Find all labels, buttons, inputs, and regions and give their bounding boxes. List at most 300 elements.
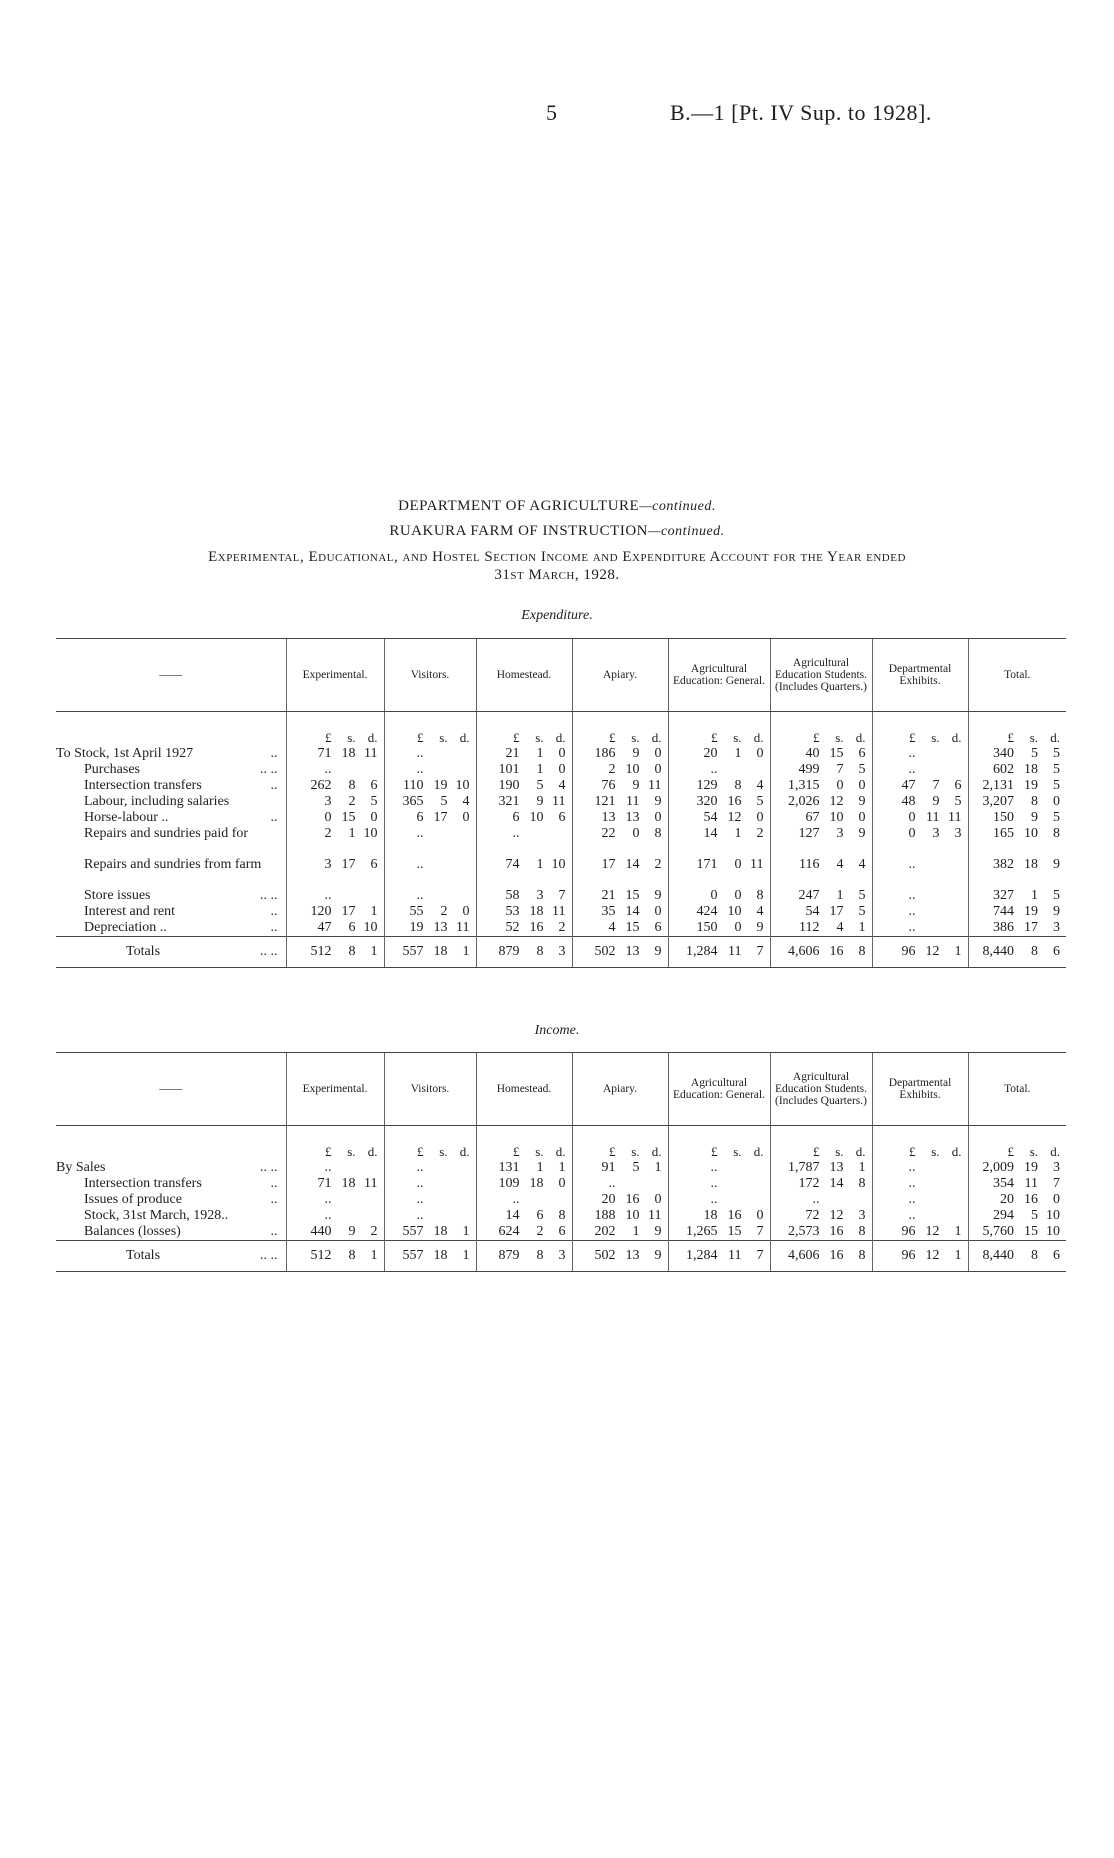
pounds-value: 440	[310, 1224, 332, 1239]
pence-value: 8	[558, 1208, 566, 1223]
shillings-value: 15	[727, 1224, 742, 1239]
shillings-value: 4	[836, 920, 844, 935]
amount-cell	[872, 794, 968, 810]
pounds-value: 54	[703, 810, 718, 825]
pounds-value: ..	[908, 746, 916, 761]
amount-cell	[968, 1192, 1066, 1208]
pounds-value: 21	[505, 746, 520, 761]
amount	[385, 1208, 476, 1224]
amount	[573, 888, 668, 904]
amount	[287, 1224, 384, 1240]
amount	[573, 904, 668, 920]
pence-value: 0	[654, 904, 662, 919]
shillings-value: 1	[536, 746, 544, 761]
amount	[669, 857, 770, 873]
leader-dots: ..	[270, 1192, 278, 1207]
pence-unit: d.	[651, 1144, 662, 1159]
amount	[287, 1192, 384, 1208]
amount-cell	[286, 904, 384, 920]
column-header-blank: ——	[56, 1053, 286, 1126]
pence-value	[448, 826, 470, 842]
shillings-value: 10	[727, 904, 742, 919]
shillings-value	[916, 857, 940, 873]
amount-cell	[384, 794, 476, 810]
row-label	[56, 810, 286, 826]
amount	[969, 762, 1067, 778]
pence-value	[742, 762, 764, 778]
amount-cell	[668, 762, 770, 778]
pence-value: 1	[954, 944, 962, 959]
amount	[287, 746, 384, 762]
amount-cell	[572, 1241, 668, 1272]
amount	[573, 1176, 668, 1192]
amount	[385, 904, 476, 920]
amount-cell	[872, 857, 968, 888]
row-label	[56, 920, 286, 937]
pence-value	[940, 920, 962, 936]
shillings-value: 5	[1031, 746, 1038, 761]
shillings-value: 12	[829, 1208, 844, 1223]
amount	[873, 1192, 968, 1208]
pence-unit: d.	[459, 730, 470, 745]
pence-value: 1	[462, 1248, 470, 1263]
pence-value	[356, 1208, 378, 1224]
pounds-value: 120	[310, 904, 332, 919]
amount-cell	[668, 810, 770, 826]
pounds-value: ..	[416, 762, 424, 777]
pounds-unit: £	[909, 730, 916, 745]
amount	[873, 857, 968, 873]
pounds-value: 386	[993, 920, 1014, 935]
amount-cell	[384, 762, 476, 778]
amount-cell	[476, 762, 572, 778]
units-group	[873, 730, 968, 746]
pence-value	[356, 762, 378, 778]
shillings-value	[916, 1160, 940, 1176]
pounds-value: 8,440	[982, 944, 1014, 959]
amount-cell	[384, 937, 476, 968]
row-label-text: Balances (losses)	[84, 1224, 181, 1239]
pence-value: 7	[756, 1224, 764, 1239]
amount-cell	[668, 1160, 770, 1176]
table-row	[56, 778, 1066, 794]
row-label	[56, 1160, 286, 1176]
amount-cell	[668, 746, 770, 762]
column-header-blank: ——	[56, 639, 286, 712]
amount-cell	[286, 810, 384, 826]
pounds-value: 744	[993, 904, 1014, 919]
shillings-value: 16	[727, 1208, 742, 1223]
amount-cell	[384, 746, 476, 762]
column-header-ag-education-general: Agricultural Education: General.	[668, 1053, 770, 1126]
units-cell	[872, 712, 968, 747]
pence-value: 0	[558, 762, 566, 777]
pounds-value: 557	[402, 1224, 424, 1239]
units-group	[969, 730, 1067, 746]
table-row	[56, 826, 1066, 857]
amount-cell	[384, 826, 476, 857]
shillings-value: 9	[632, 778, 640, 793]
amount-cell	[668, 888, 770, 904]
units-cell	[668, 1126, 770, 1161]
pence-value	[640, 1176, 662, 1192]
leader-dots: .. ..	[260, 1248, 278, 1263]
amount	[969, 1160, 1067, 1176]
pounds-value: 74	[505, 857, 520, 872]
row-label	[56, 888, 286, 904]
amount	[477, 1192, 572, 1208]
amount-cell	[572, 1192, 668, 1208]
shillings-value: 10	[625, 1208, 640, 1223]
amount	[477, 1160, 572, 1176]
page-header	[0, 100, 1114, 130]
pounds-value: 188	[594, 1208, 616, 1223]
pounds-value: 1,315	[788, 778, 820, 793]
pence-value: 10	[551, 857, 566, 872]
units-cell	[286, 712, 384, 747]
amount	[771, 794, 872, 810]
pounds-value: 4,606	[788, 944, 820, 959]
units-row	[56, 712, 1066, 747]
pounds-value: ..	[512, 1192, 520, 1207]
pounds-value: 165	[993, 826, 1014, 841]
amount	[385, 778, 476, 794]
pounds-value: 624	[498, 1224, 520, 1239]
pence-value: 11	[364, 746, 378, 761]
leader-dots: .. ..	[260, 944, 278, 959]
pounds-value: 424	[696, 904, 718, 919]
pence-value: 8	[756, 888, 764, 903]
pence-value: 0	[654, 1192, 662, 1207]
amount	[669, 1241, 770, 1271]
units-cell	[572, 1126, 668, 1161]
units-group	[573, 730, 668, 746]
amount-cell	[476, 778, 572, 794]
pence-unit: d.	[1050, 730, 1060, 745]
amount	[969, 888, 1067, 904]
pence-value: 10	[363, 920, 378, 935]
shillings-value: 18	[341, 1176, 356, 1191]
amount	[771, 1160, 872, 1176]
amount	[477, 888, 572, 904]
column-header-total: Total.	[968, 1053, 1066, 1126]
amount	[669, 826, 770, 842]
pence-value: 9	[1053, 904, 1060, 919]
pence-value: 3	[1053, 920, 1060, 935]
amount	[969, 904, 1067, 920]
shillings-value: 1	[1031, 888, 1038, 903]
column-header-ag-education-students: Agricultural Education Students. (Includes Quarters.)	[770, 639, 872, 712]
amount	[287, 810, 384, 826]
shillings-value	[332, 1208, 356, 1224]
column-header-visitors: Visitors.	[384, 1053, 476, 1126]
pounds-value: 20	[601, 1192, 616, 1207]
amount-cell	[872, 762, 968, 778]
pounds-value: 14	[703, 826, 718, 841]
amount	[969, 826, 1067, 842]
shillings-unit: s.	[631, 1144, 640, 1159]
amount-cell	[968, 888, 1066, 904]
shillings-value	[916, 1192, 940, 1208]
leader-dots: ..	[270, 810, 278, 825]
amount	[573, 1208, 668, 1224]
amount-cell	[872, 1241, 968, 1272]
amount-cell	[476, 1241, 572, 1272]
pence-value	[940, 904, 962, 920]
column-header-row	[56, 639, 1066, 712]
pence-value: 5	[1053, 888, 1060, 903]
pounds-value: ..	[416, 888, 424, 903]
amount	[873, 920, 968, 936]
pence-value: 9	[654, 1248, 662, 1263]
amount-cell	[286, 778, 384, 794]
pence-value	[356, 1192, 378, 1208]
amount	[385, 1176, 476, 1192]
pounds-unit: £	[711, 730, 718, 745]
amount	[287, 826, 384, 842]
shillings-value: 0	[734, 920, 742, 935]
amount-cell	[286, 826, 384, 857]
pounds-value: 121	[594, 794, 616, 809]
column-header-row	[56, 1053, 1066, 1126]
amount-cell	[286, 746, 384, 762]
amount-cell	[476, 888, 572, 904]
amount-cell	[286, 762, 384, 778]
amount	[385, 810, 476, 826]
totals-row	[56, 937, 1066, 968]
shillings-value	[616, 1176, 640, 1192]
pence-value: 1	[462, 1224, 470, 1239]
amount-cell	[668, 794, 770, 810]
shillings-value: 8	[1031, 1248, 1038, 1263]
units-group	[771, 730, 872, 746]
amount-cell	[476, 1176, 572, 1192]
pence-value: 11	[552, 904, 566, 919]
shillings-value: 18	[433, 1248, 448, 1263]
amount-cell	[476, 1160, 572, 1176]
shillings-unit: s.	[347, 730, 356, 745]
pence-value: 6	[654, 920, 662, 935]
amount	[287, 857, 384, 873]
amount-cell	[770, 794, 872, 810]
pence-value: 8	[1053, 826, 1060, 841]
amount	[669, 888, 770, 904]
pounds-value: 320	[696, 794, 718, 809]
amount-cell	[476, 904, 572, 920]
farm-title: RUAKURA FARM OF INSTRUCTION—continued.	[389, 523, 725, 539]
pence-value: 0	[1053, 1192, 1060, 1207]
pence-value: 0	[462, 904, 470, 919]
pounds-value: 502	[594, 944, 616, 959]
amount	[771, 1208, 872, 1224]
amount	[573, 920, 668, 936]
pounds-value: 0	[324, 810, 332, 825]
row-label	[56, 778, 286, 794]
amount	[669, 904, 770, 920]
amount	[287, 937, 384, 967]
amount	[287, 1176, 384, 1192]
amount	[477, 920, 572, 936]
pounds-value: ..	[416, 1160, 424, 1175]
amount-cell	[968, 904, 1066, 920]
amount-cell	[872, 1160, 968, 1176]
column-header-ag-education-students: Agricultural Education Students. (Includes Quarters.)	[770, 1053, 872, 1126]
pounds-value: 499	[798, 762, 820, 777]
income-table	[56, 1052, 1066, 1272]
pounds-value: ..	[908, 920, 916, 935]
pounds-value: 150	[993, 810, 1014, 825]
amount-cell	[872, 826, 968, 857]
pence-value: 1	[858, 920, 866, 935]
amount	[669, 794, 770, 810]
pence-value: 6	[858, 746, 866, 761]
shillings-value	[424, 746, 448, 762]
pounds-unit: £	[1007, 1144, 1014, 1159]
amount	[573, 762, 668, 778]
row-label-text: Depreciation ..	[84, 920, 167, 935]
amount	[385, 937, 476, 967]
pence-value: 1	[370, 904, 378, 919]
amount-cell	[968, 746, 1066, 762]
table-row	[56, 794, 1066, 810]
pounds-value: ..	[324, 1192, 332, 1207]
amount	[873, 794, 968, 810]
amount-cell	[384, 888, 476, 904]
amount-cell	[476, 746, 572, 762]
pence-value: 8	[858, 944, 866, 959]
shillings-value	[718, 1192, 742, 1208]
pounds-value: 4,606	[788, 1248, 820, 1263]
amount-cell	[872, 904, 968, 920]
pence-value: 6	[558, 1224, 566, 1239]
amount-cell	[572, 1160, 668, 1176]
shillings-value: 17	[433, 810, 448, 825]
pence-value: 5	[954, 794, 962, 809]
pounds-value: 131	[498, 1160, 520, 1175]
row-label-text: Labour, including salaries	[84, 794, 230, 809]
pounds-value: 0	[710, 888, 718, 903]
amount-cell	[572, 857, 668, 888]
amount-cell	[770, 778, 872, 794]
amount-cell	[968, 937, 1066, 968]
pounds-value: 879	[498, 1248, 520, 1263]
document-reference: B.—1 [Pt. IV Sup. to 1928].	[670, 100, 932, 125]
pounds-value: 2,026	[788, 794, 820, 809]
shillings-unit: s.	[347, 1144, 356, 1159]
pence-value: 10	[455, 778, 470, 793]
units-cell	[384, 1126, 476, 1161]
amount-cell	[384, 920, 476, 937]
shillings-value: 16	[829, 944, 844, 959]
amount	[771, 810, 872, 826]
shillings-value	[424, 1192, 448, 1208]
amount-cell	[572, 810, 668, 826]
units-group	[287, 1144, 384, 1160]
amount-cell	[872, 1224, 968, 1241]
shillings-value	[332, 762, 356, 778]
leader-dots: ..	[270, 920, 278, 935]
pence-value: 8	[858, 1248, 866, 1263]
column-header-apiary: Apiary.	[572, 1053, 668, 1126]
shillings-value: 10	[625, 762, 640, 777]
row-label	[56, 826, 286, 857]
pounds-value: ..	[608, 1176, 616, 1191]
pence-value: 11	[364, 1176, 378, 1191]
amount-cell	[286, 1176, 384, 1192]
amount	[969, 778, 1067, 794]
pounds-value: 502	[594, 1248, 616, 1263]
pence-value: 7	[756, 944, 764, 959]
amount-cell	[384, 778, 476, 794]
pounds-value: ..	[908, 762, 916, 777]
pounds-value: ..	[416, 857, 424, 872]
amount	[969, 937, 1067, 967]
amount	[669, 810, 770, 826]
table-row	[56, 920, 1066, 937]
pence-value	[844, 1192, 866, 1208]
amount	[573, 937, 668, 967]
amount-cell	[872, 1192, 968, 1208]
shillings-value: 8	[536, 944, 544, 959]
pounds-value: 512	[310, 944, 332, 959]
amount	[771, 904, 872, 920]
pence-value	[940, 857, 962, 873]
row-label	[56, 1224, 286, 1241]
shillings-value	[820, 1192, 844, 1208]
pounds-value: 6	[416, 810, 424, 825]
units-cell	[770, 1126, 872, 1161]
title-block	[40, 498, 1074, 584]
pence-value	[356, 888, 378, 904]
pounds-value: 20	[703, 746, 718, 761]
shillings-value: 19	[1024, 904, 1038, 919]
row-label-text: Interest and rent	[84, 904, 175, 919]
pence-value: 9	[858, 826, 866, 841]
amount	[385, 826, 476, 842]
amount	[969, 1192, 1067, 1208]
amount-cell	[872, 920, 968, 937]
leader-dots: .. ..	[260, 762, 278, 777]
department-title: DEPARTMENT OF AGRICULTURE—continued.	[398, 498, 716, 514]
pounds-value: 1,284	[686, 944, 718, 959]
shillings-value: 3	[932, 826, 940, 841]
shillings-value: 0	[632, 826, 640, 841]
amount	[969, 1224, 1067, 1240]
row-label-text: Horse-labour ..	[84, 810, 169, 825]
amount	[477, 746, 572, 762]
amount-cell	[572, 778, 668, 794]
shillings-value: 0	[836, 778, 844, 793]
leader-dots: ..	[270, 1176, 278, 1191]
amount	[477, 1208, 572, 1224]
amount	[385, 1160, 476, 1176]
pounds-value: 512	[310, 1248, 332, 1263]
amount-cell	[384, 1176, 476, 1192]
amount-cell	[286, 937, 384, 968]
shillings-value: 0	[734, 888, 742, 903]
shillings-unit: s.	[535, 730, 544, 745]
pounds-value: ..	[710, 762, 718, 777]
shillings-value: 8	[536, 1248, 544, 1263]
shillings-value: 10	[829, 810, 844, 825]
shillings-value: 5	[440, 794, 448, 809]
shillings-value: 18	[433, 1224, 448, 1239]
shillings-value: 1	[632, 1224, 640, 1239]
pounds-value: 382	[993, 857, 1014, 872]
amount-cell	[770, 1241, 872, 1272]
pence-value: 0	[370, 810, 378, 825]
units-cell	[668, 712, 770, 747]
